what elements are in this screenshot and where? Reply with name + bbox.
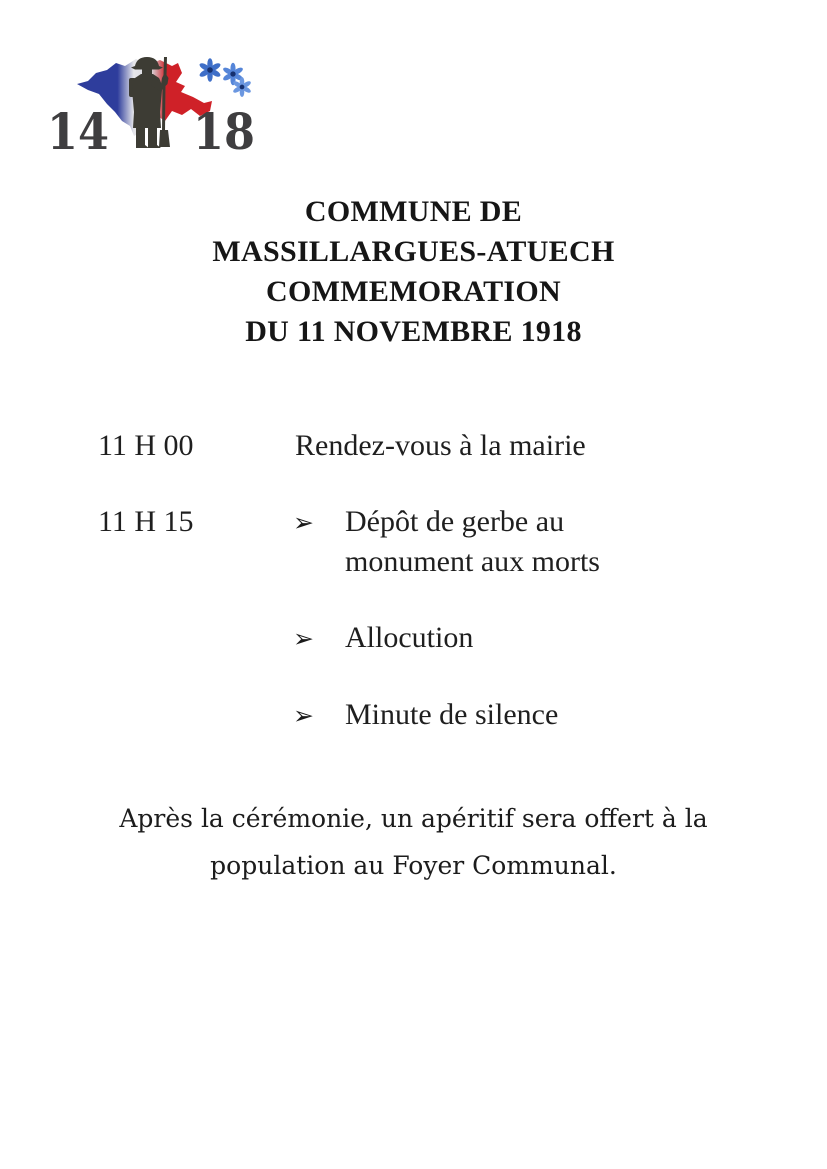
title-line-1: COMMUNE DE bbox=[304, 195, 523, 228]
logo-14-18 bbox=[44, 54, 259, 156]
closing-line-2: population au Foyer Communal. bbox=[210, 851, 617, 880]
schedule-item-text: Allocution bbox=[345, 621, 474, 654]
page-title bbox=[0, 192, 827, 352]
arrow-bullet-icon: ➢ bbox=[293, 508, 314, 537]
schedule-item-text: Rendez-vous à la mairie bbox=[295, 429, 586, 462]
closing-line-1: Après la cérémonie, un apéritif sera offert à la bbox=[119, 804, 708, 833]
closing-paragraph bbox=[0, 795, 827, 889]
arrow-bullet-icon: ➢ bbox=[293, 624, 314, 653]
cornflower-icon bbox=[198, 58, 221, 82]
schedule-item-text: Minute de silence bbox=[345, 698, 559, 731]
title-line-2: MASSILLARGUES-ATUECH bbox=[212, 235, 615, 268]
logo-year-14: 14 bbox=[47, 102, 109, 156]
schedule-time: 11 H 15 bbox=[98, 505, 194, 538]
title-line-3: COMMEMORATION bbox=[266, 275, 561, 308]
arrow-bullet-icon: ➢ bbox=[293, 701, 314, 730]
logo-year-18: 18 bbox=[193, 102, 255, 156]
title-line-4: DU 11 NOVEMBRE 1918 bbox=[245, 315, 582, 348]
schedule-time: 11 H 00 bbox=[98, 429, 194, 462]
schedule-item-text: Dépôt de gerbe au monument aux morts bbox=[345, 505, 600, 578]
